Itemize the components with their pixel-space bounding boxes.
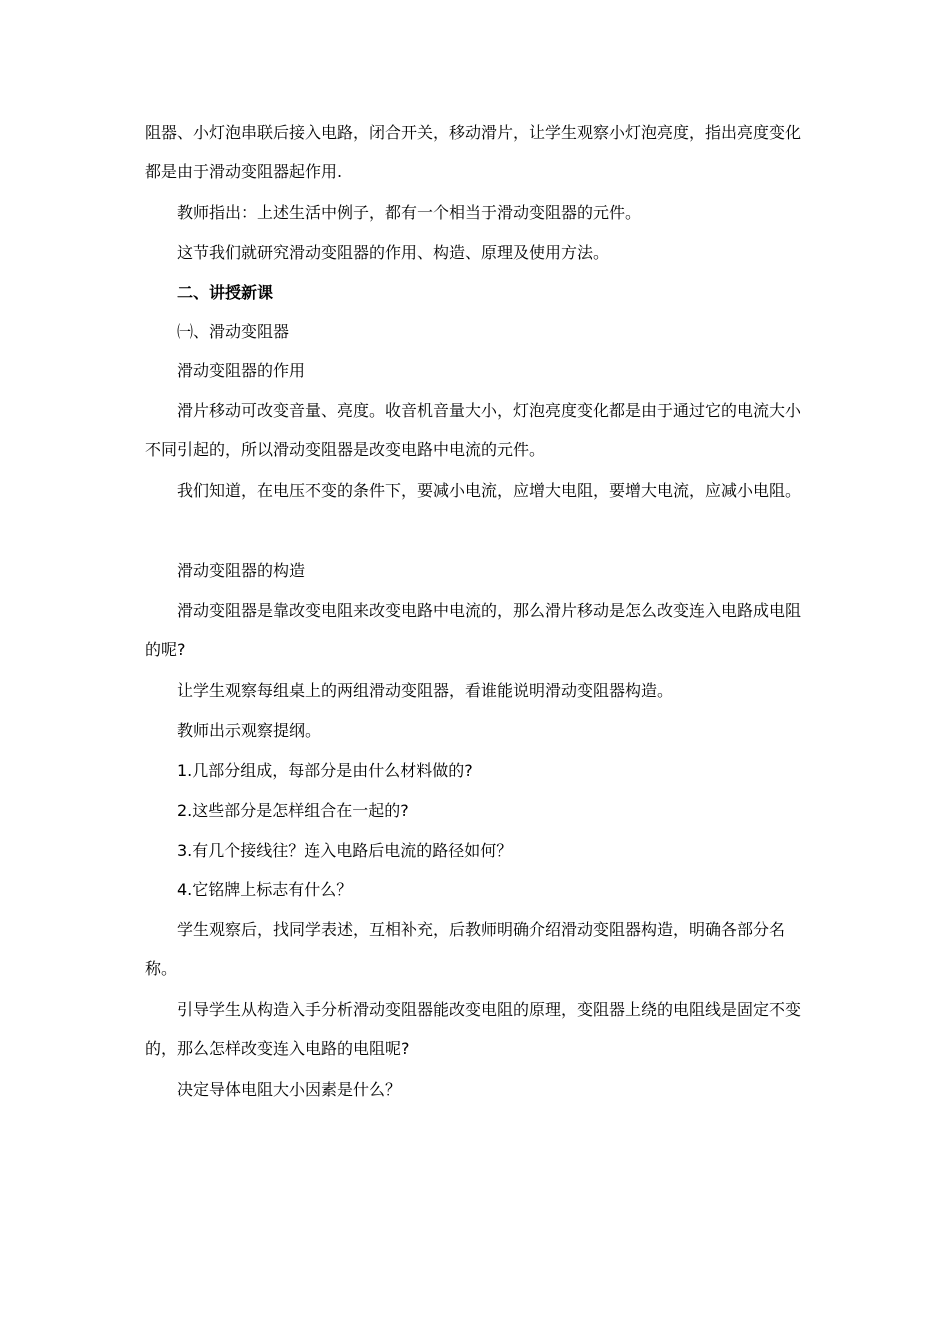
paragraph-student-describe: 学生观察后，找同学表述，互相补充，后教师明确介绍滑动变阻器构造，明确各部分名称。 [145,920,786,978]
paragraph-structure-question: 滑动变阻器是靠改变电阻来改变电路中电流的，那么滑片移动是怎么改变连入电路成电阻的呢? [145,601,802,659]
subheading-rheostat-structure: 滑动变阻器的构造 [177,561,306,580]
outline-item-3: 3.有几个接线往？连入电路后电流的路径如何？ [177,841,513,860]
paragraph-guide-principle: 引导学生从构造入手分析滑动变阻器能改变电阻的原理，变阻器上绕的电阻线是固定不变的，那么怎样改变连入电路的电阻呢? [145,1000,802,1058]
paragraph-voltage-current: 我们知道，在电压不变的条件下，要减小电流，应增大电阻，要增大电流，应减小电阻。 [177,481,802,500]
outline-item-2: 2.这些部分是怎样组合在一起的? [177,801,409,820]
outline-item-4: 4.它铭牌上标志有什么？ [177,880,353,899]
paragraph-intro-continuation: 阻器、小灯泡串联后接入电路，闭合开关，移动滑片，让学生观察小灯泡亮度，指出亮度变化都是由于滑动变阻器起作用. [145,123,802,181]
outline-item-1: 1.几部分组成，每部分是由什么材料做的? [177,761,473,780]
subsection-heading-rheostat: ㈠、滑动变阻器 [177,322,290,341]
paragraph-teacher-outline: 教师出示观察提纲。 [177,721,322,740]
paragraph-resistance-factors: 决定导体电阻大小因素是什么？ [177,1080,402,1099]
paragraph-lesson-goal: 这节我们就研究滑动变阻器的作用、构造、原理及使用方法。 [177,243,610,262]
subheading-rheostat-function: 滑动变阻器的作用 [177,361,306,380]
paragraph-slider-effect: 滑片移动可改变音量、亮度。收音机音量大小，灯泡亮度变化都是由于通过它的电流大小不同引起的，所以滑动变阻器是改变电路中电流的元件。 [145,401,802,459]
paragraph-student-observe: 让学生观察每组桌上的两组滑动变阻器，看谁能说明滑动变阻器构造。 [177,681,674,700]
section-heading-new-lesson: 二、讲授新课 [177,283,274,302]
paragraph-teacher-points-out: 教师指出：上述生活中例子，都有一个相当于滑动变阻器的元件。 [177,203,642,222]
